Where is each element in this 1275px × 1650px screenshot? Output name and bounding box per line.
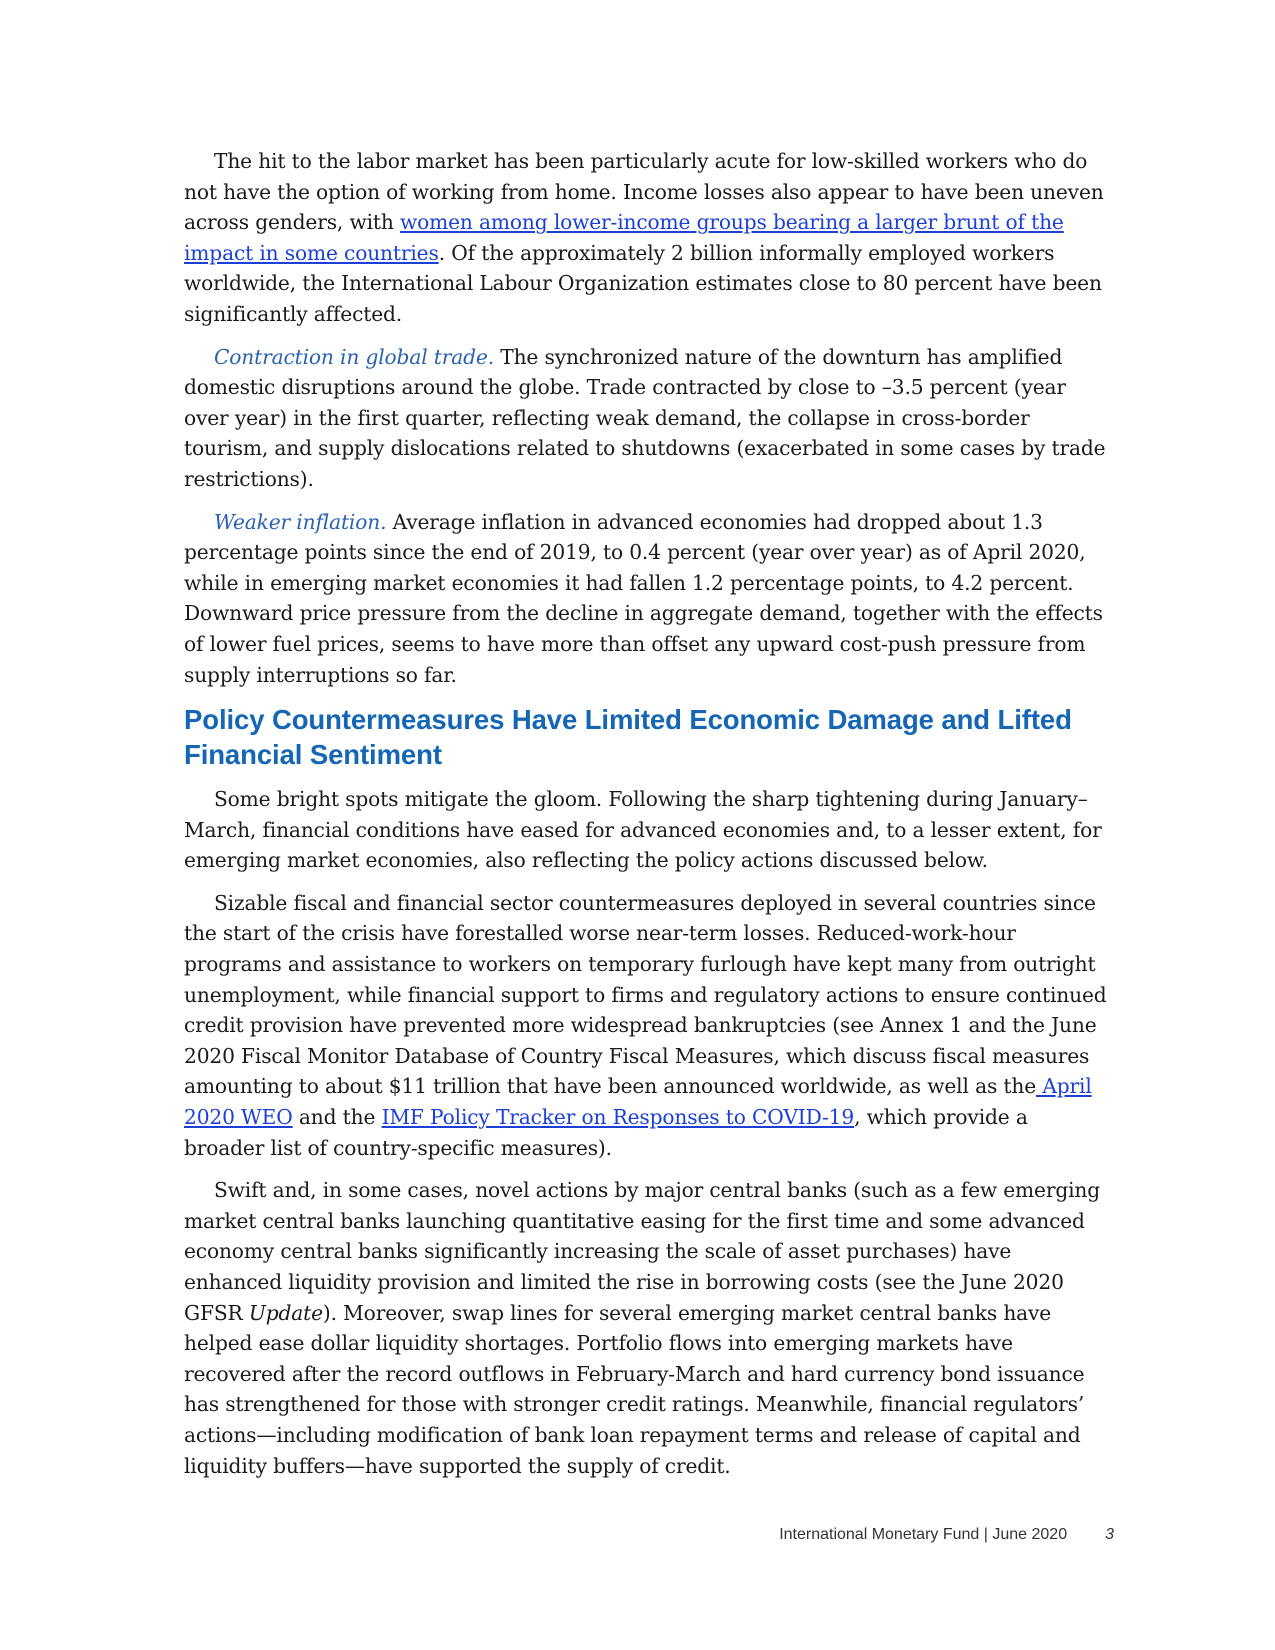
paragraph-central-banks	[184, 1175, 1114, 1481]
body-text	[184, 146, 1114, 1493]
emphasis-update: Update	[248, 1300, 323, 1325]
paragraph-text: Swift and, in some cases, novel actions by major central banks (such as a few emerging market central banks launching quantitative easing for the first time and some advanced economy central banks significantly increasing the scale of asset purchases) have enhanced liquidity provision and limited the rise in borrowing costs (see the June 2020 GFSR	[184, 1178, 1101, 1325]
paragraph-text: and the	[292, 1105, 382, 1130]
paragraph-text: ). Moreover, swap lines for several emerging market central banks have helped ease dollar liquidity shortages. Portfolio flows into emerging markets have recovered after the record outflows in February-March and hard currency bond issuance has strengthened for those with stronger credit ratings. Meanwhile, financial regulators’ actions—including modification of bank loan repayment terms and release of capital and liquidity buffers—have supported the supply of credit.	[184, 1300, 1085, 1478]
paragraph-text: The synchronized nature of the downturn has amplified domestic disruptions around the globe. Trade contracted by close to –3.5 percent (year over year) in the first quarter, reflecting weak demand, the collapse in cross-border tourism, and supply dislocations related to shutdowns (exacerbated in some cases by trade restrictions).	[184, 344, 1106, 491]
paragraph-labor-market	[184, 146, 1114, 330]
paragraph-fiscal-measures	[184, 888, 1114, 1163]
link-women-lower-income[interactable]: women among lower-income groups bearing a larger brunt of the impact in some countries	[184, 210, 1064, 265]
paragraph-text: The hit to the labor market has been particularly acute for low-skilled workers who do not have the option of working from home. Income losses also appear to have been uneven across genders, with	[184, 149, 1104, 235]
paragraph-bright-spots: Some bright spots mitigate the gloom. Following the sharp tightening during January–March, financial conditions have eased for advanced economies and, to a lesser extent, for emerging market economies, also reflecting the policy actions discussed below.	[184, 787, 1102, 873]
paragraph-global-trade	[184, 342, 1114, 495]
paragraph-text: , which provide a broader list of country-specific measures).	[184, 1105, 1028, 1160]
page-number: 3	[1105, 1526, 1114, 1543]
run-in-heading-inflation: Weaker inflation.	[214, 509, 387, 534]
page-footer	[779, 1526, 1114, 1544]
paragraph-text: Sizable fiscal and financial sector countermeasures deployed in several countries since the start of the crisis have forestalled worse near-term losses. Reduced-work-hour programs and assistance to workers on temporary furlough have kept many from outright unemployment, while financial support to firms and regulatory actions to ensure continued credit provision have prevented more widespread bankruptcies (see Annex 1 and the June 2020 Fiscal Monitor Database of Country Fiscal Measures, which discuss fiscal measures amounting to about $11 trillion that have been announced worldwide, as well as the	[184, 890, 1107, 1099]
paragraph-text: Average inflation in advanced economies had dropped about 1.3 percentage points since the end of 2019, to 0.4 percent (year over year) as of April 2020, while in emerging market economies it had fallen 1.2 percentage points, to 4.2 percent. Downward price pressure from the decline in aggregate demand, together with the effects of lower fuel prices, seems to have more than offset any upward cost-push pressure from supply interruptions so far.	[184, 509, 1103, 687]
run-in-heading-trade: Contraction in global trade.	[214, 344, 494, 369]
link-imf-policy-tracker[interactable]: IMF Policy Tracker on Responses to COVID-19	[381, 1105, 855, 1130]
section-heading: Policy Countermeasures Have Limited Economic Damage and Lifted Financial Sentiment	[184, 704, 1072, 771]
paragraph-text: . Of the approximately 2 billion informally employed workers worldwide, the International Labour Organization estimates close to 80 percent have been significantly affected.	[184, 240, 1102, 326]
link-april-2020-weo[interactable]: April 2020 WEO	[184, 1074, 1092, 1130]
footer-source: International Monetary Fund | June 2020	[779, 1526, 1068, 1543]
paragraph-inflation	[184, 507, 1114, 691]
